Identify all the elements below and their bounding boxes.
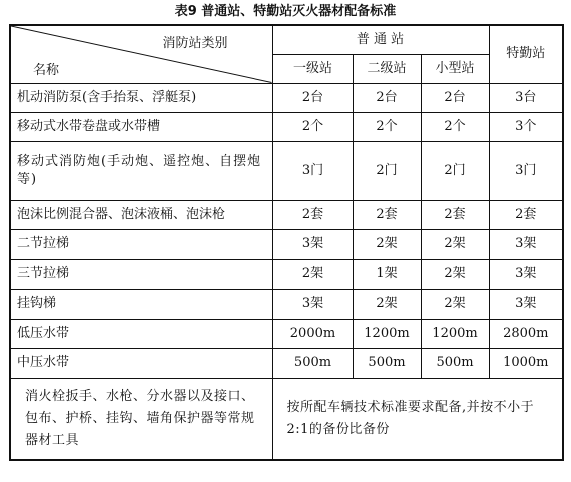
row-value-level2: 2套 [353, 200, 421, 229]
table-row [10, 348, 563, 378]
row-value-special: 2800m [489, 319, 563, 348]
table-row [10, 319, 563, 348]
row-value-level2: 2架 [353, 229, 421, 259]
row-value-small: 2套 [421, 200, 489, 229]
row-value-small: 2个 [421, 112, 489, 141]
row-value-level1: 3门 [272, 141, 353, 200]
row-value-level1: 2架 [272, 259, 353, 289]
row-value-special: 3个 [489, 112, 563, 141]
row-value-level2: 1架 [353, 259, 421, 289]
ordinary-station-header: 普 通 站 [272, 25, 489, 54]
header-row-top [10, 25, 563, 54]
row-value-level1: 2台 [272, 83, 353, 112]
row-name: 移动式水带卷盘或水带槽 [10, 112, 272, 141]
table-row [10, 200, 563, 229]
table-title: 表9 普通站、特勤站灭火器材配备标准 [174, 4, 397, 19]
row-name: 机动消防泵(含手抬泵、浮艇泵) [10, 83, 272, 112]
row-name: 三节拉梯 [10, 259, 272, 289]
equipment-standard-table [9, 24, 564, 461]
row-value-level2: 2个 [353, 112, 421, 141]
row-value-small: 2架 [421, 259, 489, 289]
table-row [10, 289, 563, 319]
row-name: 中压水带 [10, 348, 272, 378]
header-corner-cell [10, 25, 272, 83]
level2-header: 二级站 [353, 54, 421, 83]
table-row [10, 259, 563, 289]
row-name: 移动式消防炮(手动炮、遥控炮、自摆炮等) [10, 141, 272, 200]
row-value-level1: 2套 [272, 200, 353, 229]
row-value-special: 2套 [489, 200, 563, 229]
table-row [10, 229, 563, 259]
row-value-level1: 2个 [272, 112, 353, 141]
row-value-level2: 500m [353, 348, 421, 378]
row-value-level1: 500m [272, 348, 353, 378]
row-value-level1: 2000m [272, 319, 353, 348]
row-name: 泡沫比例混合器、泡沫液桶、泡沫枪 [10, 200, 272, 229]
small-header: 小型站 [421, 54, 489, 83]
row-value-special: 3门 [489, 141, 563, 200]
row-value-small: 2台 [421, 83, 489, 112]
row-value-small: 2门 [421, 141, 489, 200]
table-row [10, 112, 563, 141]
row-value-level2: 2架 [353, 289, 421, 319]
row-value-small: 2架 [421, 289, 489, 319]
row-value-small: 500m [421, 348, 489, 378]
category-label: 消防站类别 [162, 36, 228, 51]
row-name: 低压水带 [10, 319, 272, 348]
table-row [10, 141, 563, 200]
row-value-small: 2架 [421, 229, 489, 259]
row-value-special: 1000m [489, 348, 563, 378]
row-value-level1: 3架 [272, 229, 353, 259]
name-label: 名称 [33, 63, 60, 78]
special-station-header: 特勤站 [489, 25, 563, 83]
row-value-level1: 3架 [272, 289, 353, 319]
row-name: 二节拉梯 [10, 229, 272, 259]
row-value-level2: 2门 [353, 141, 421, 200]
table-row [10, 83, 563, 112]
general-tools-note: 按所配车辆技术标准要求配备,并按不小于2:1的备份比备份 [272, 378, 563, 460]
row-value-special: 3架 [489, 289, 563, 319]
row-value-level2: 1200m [353, 319, 421, 348]
row-value-small: 1200m [421, 319, 489, 348]
row-value-special: 3架 [489, 259, 563, 289]
row-value-special: 3架 [489, 229, 563, 259]
row-value-special: 3台 [489, 83, 563, 112]
general-tools-name: 消火栓扳手、水枪、分水器以及接口、包布、护桥、挂钩、墙角保护器等常规器材工具 [10, 378, 272, 460]
row-name: 挂钩梯 [10, 289, 272, 319]
row-value-level2: 2台 [353, 83, 421, 112]
table-row-general-tools [10, 378, 563, 460]
level1-header: 一级站 [272, 54, 353, 83]
